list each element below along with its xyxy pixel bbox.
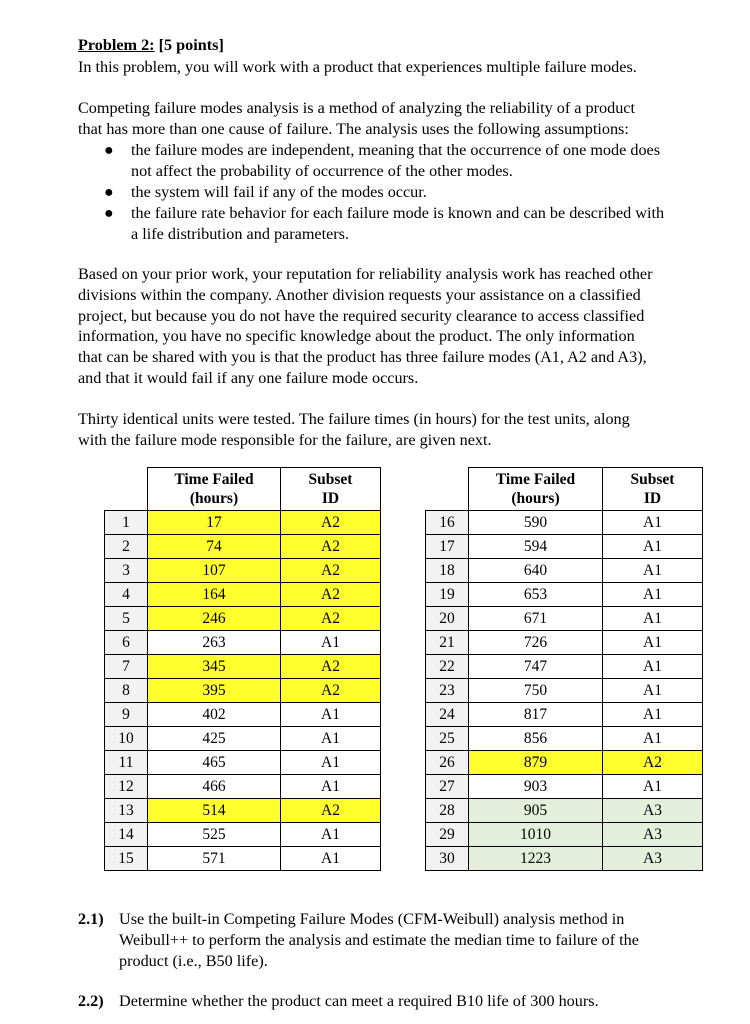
time-failed-cell: 726 xyxy=(469,631,603,655)
time-failed-cell: 466 xyxy=(148,775,281,799)
table-row xyxy=(105,559,381,583)
row-index: 16 xyxy=(426,511,469,535)
question-line: Weibull++ to perform the analysis and estimate the median time to failure of the xyxy=(119,931,639,949)
row-index: 28 xyxy=(426,799,469,823)
para2-line: project, but because you do not have the required security clearance to access classified xyxy=(78,307,645,325)
table-row xyxy=(426,631,703,655)
row-index: 2 xyxy=(105,535,148,559)
subset-id-cell: A2 xyxy=(281,511,381,535)
table-row xyxy=(426,727,703,751)
table-row xyxy=(105,583,381,607)
table-row xyxy=(426,607,703,631)
failure-table-right xyxy=(425,467,703,871)
bullet-line: the failure modes are independent, meaning that the occurrence of one mode does xyxy=(131,141,661,159)
subset-id-cell: A2 xyxy=(281,607,381,631)
subset-id-cell: A2 xyxy=(281,559,381,583)
table-row xyxy=(426,535,703,559)
time-failed-cell: 750 xyxy=(469,679,603,703)
points-label: [5 points] xyxy=(158,36,224,54)
table-row xyxy=(426,703,703,727)
question-line: Determine whether the product can meet a required B10 life of 300 hours. xyxy=(119,992,599,1010)
table-row xyxy=(426,655,703,679)
subset-id-cell: A3 xyxy=(603,799,703,823)
time-failed-cell: 263 xyxy=(148,631,281,655)
table-row xyxy=(105,631,381,655)
failure-table-left xyxy=(104,467,381,871)
time-failed-cell: 74 xyxy=(148,535,281,559)
time-failed-cell: 594 xyxy=(469,535,603,559)
bullet-line: the failure rate behavior for each failure mode is known and can be described with xyxy=(131,204,665,222)
table-row xyxy=(105,799,381,823)
row-index: 13 xyxy=(105,799,148,823)
subset-id-cell: A2 xyxy=(281,799,381,823)
time-failed-header: Time Failed (hours) xyxy=(469,468,603,511)
time-failed-cell: 465 xyxy=(148,751,281,775)
row-index: 11 xyxy=(105,751,148,775)
time-failed-cell: 402 xyxy=(148,703,281,727)
subset-id-cell: A1 xyxy=(281,775,381,799)
subset-id-cell: A2 xyxy=(603,751,703,775)
table-row xyxy=(105,703,381,727)
table-row xyxy=(426,559,703,583)
subset-id-cell: A3 xyxy=(603,847,703,871)
table-row xyxy=(426,751,703,775)
subset-id-cell: A2 xyxy=(281,679,381,703)
row-index: 8 xyxy=(105,679,148,703)
row-index: 21 xyxy=(426,631,469,655)
row-index: 30 xyxy=(426,847,469,871)
row-index: 19 xyxy=(426,583,469,607)
subset-id-cell: A1 xyxy=(281,703,381,727)
row-index: 12 xyxy=(105,775,148,799)
time-failed-cell: 1223 xyxy=(469,847,603,871)
table-row xyxy=(105,535,381,559)
bullet-line: the system will fail if any of the modes occur. xyxy=(131,183,427,201)
para3-line: Thirty identical units were tested. The failure times (in hours) for the test units, along xyxy=(78,410,630,428)
question-number: 2.1) xyxy=(78,910,104,928)
bullet-icon: ● xyxy=(104,205,114,222)
subset-id-header: Subset ID xyxy=(281,468,381,511)
para2-line: divisions within the company. Another division requests your assistance on a classified xyxy=(78,286,641,304)
time-failed-cell: 747 xyxy=(469,655,603,679)
question-line: product (i.e., B50 life). xyxy=(119,952,268,970)
para2-line: and that it would fail if any one failure mode occurs. xyxy=(78,369,419,387)
time-failed-cell: 17 xyxy=(148,511,281,535)
row-index: 23 xyxy=(426,679,469,703)
table-row xyxy=(105,823,381,847)
time-failed-cell: 590 xyxy=(469,511,603,535)
row-index: 9 xyxy=(105,703,148,727)
row-index: 18 xyxy=(426,559,469,583)
table-row xyxy=(426,775,703,799)
bullet-line: not affect the probability of occurrence of the other modes. xyxy=(131,162,513,180)
row-index: 15 xyxy=(105,847,148,871)
subset-id-cell: A1 xyxy=(603,703,703,727)
row-index: 6 xyxy=(105,631,148,655)
para2-line: Based on your prior work, your reputation for reliability analysis work has reached other xyxy=(78,265,653,283)
intro-text: In this problem, you will work with a product that experiences multiple failure modes. xyxy=(78,58,637,76)
subset-id-header: Subset ID xyxy=(603,468,703,511)
subset-id-cell: A1 xyxy=(603,631,703,655)
problem-label: Problem 2: xyxy=(78,36,155,54)
time-failed-cell: 905 xyxy=(469,799,603,823)
row-index: 29 xyxy=(426,823,469,847)
time-failed-header: Time Failed (hours) xyxy=(148,468,281,511)
subset-id-cell: A1 xyxy=(603,727,703,751)
row-index: 24 xyxy=(426,703,469,727)
row-index: 17 xyxy=(426,535,469,559)
row-index: 20 xyxy=(426,607,469,631)
row-index: 14 xyxy=(105,823,148,847)
table-row xyxy=(426,823,703,847)
time-failed-cell: 107 xyxy=(148,559,281,583)
table-row xyxy=(105,751,381,775)
para1-line: Competing failure modes analysis is a method of analyzing the reliability of a product xyxy=(78,99,635,117)
bullet-icon: ● xyxy=(104,142,114,159)
row-index: 7 xyxy=(105,655,148,679)
table-row xyxy=(105,607,381,631)
time-failed-cell: 525 xyxy=(148,823,281,847)
para3-line: with the failure mode responsible for the failure, are given next. xyxy=(78,431,492,449)
row-index: 4 xyxy=(105,583,148,607)
subset-id-cell: A1 xyxy=(603,607,703,631)
time-failed-cell: 640 xyxy=(469,559,603,583)
time-failed-cell: 1010 xyxy=(469,823,603,847)
time-failed-cell: 395 xyxy=(148,679,281,703)
bullet-icon: ● xyxy=(104,184,114,201)
subset-id-cell: A1 xyxy=(603,535,703,559)
subset-id-cell: A2 xyxy=(281,655,381,679)
subset-id-cell: A1 xyxy=(603,775,703,799)
table-row xyxy=(426,511,703,535)
table-row xyxy=(105,727,381,751)
subset-id-cell: A1 xyxy=(603,655,703,679)
subset-id-cell: A2 xyxy=(281,535,381,559)
table-row xyxy=(105,511,381,535)
row-index: 3 xyxy=(105,559,148,583)
time-failed-cell: 425 xyxy=(148,727,281,751)
subset-id-cell: A3 xyxy=(603,823,703,847)
time-failed-cell: 671 xyxy=(469,607,603,631)
row-index: 25 xyxy=(426,727,469,751)
table-row xyxy=(426,679,703,703)
subset-id-cell: A1 xyxy=(281,631,381,655)
table-row xyxy=(426,799,703,823)
row-index: 1 xyxy=(105,511,148,535)
time-failed-cell: 817 xyxy=(469,703,603,727)
subset-id-cell: A1 xyxy=(281,823,381,847)
time-failed-cell: 164 xyxy=(148,583,281,607)
subset-id-cell: A1 xyxy=(603,583,703,607)
subset-id-cell: A1 xyxy=(603,559,703,583)
table-row xyxy=(105,847,381,871)
table-row xyxy=(426,847,703,871)
question-line: Use the built-in Competing Failure Modes (CFM-Weibull) analysis method in xyxy=(119,910,625,928)
time-failed-cell: 571 xyxy=(148,847,281,871)
index-header xyxy=(105,468,148,511)
question-number: 2.2) xyxy=(78,992,104,1010)
subset-id-cell: A1 xyxy=(281,727,381,751)
table-row xyxy=(426,583,703,607)
time-failed-cell: 653 xyxy=(469,583,603,607)
para2-line: information, you have no specific knowledge about the product. The only information xyxy=(78,327,635,345)
time-failed-cell: 856 xyxy=(469,727,603,751)
subset-id-cell: A1 xyxy=(281,751,381,775)
subset-id-cell: A1 xyxy=(281,847,381,871)
subset-id-cell: A1 xyxy=(603,679,703,703)
subset-id-cell: A2 xyxy=(281,583,381,607)
problem-heading xyxy=(78,35,224,56)
para1-line: that has more than one cause of failure. The analysis uses the following assumptions: xyxy=(78,120,629,138)
bullet-line: a life distribution and parameters. xyxy=(131,225,350,243)
time-failed-cell: 514 xyxy=(148,799,281,823)
row-index: 5 xyxy=(105,607,148,631)
row-index: 10 xyxy=(105,727,148,751)
table-row xyxy=(105,655,381,679)
row-index: 27 xyxy=(426,775,469,799)
para2-line: that can be shared with you is that the product has three failure modes (A1, A2 and A3), xyxy=(78,348,647,366)
time-failed-cell: 345 xyxy=(148,655,281,679)
row-index: 22 xyxy=(426,655,469,679)
row-index: 26 xyxy=(426,751,469,775)
table-row xyxy=(105,775,381,799)
index-header xyxy=(426,468,469,511)
time-failed-cell: 246 xyxy=(148,607,281,631)
time-failed-cell: 879 xyxy=(469,751,603,775)
table-row xyxy=(105,679,381,703)
subset-id-cell: A1 xyxy=(603,511,703,535)
time-failed-cell: 903 xyxy=(469,775,603,799)
